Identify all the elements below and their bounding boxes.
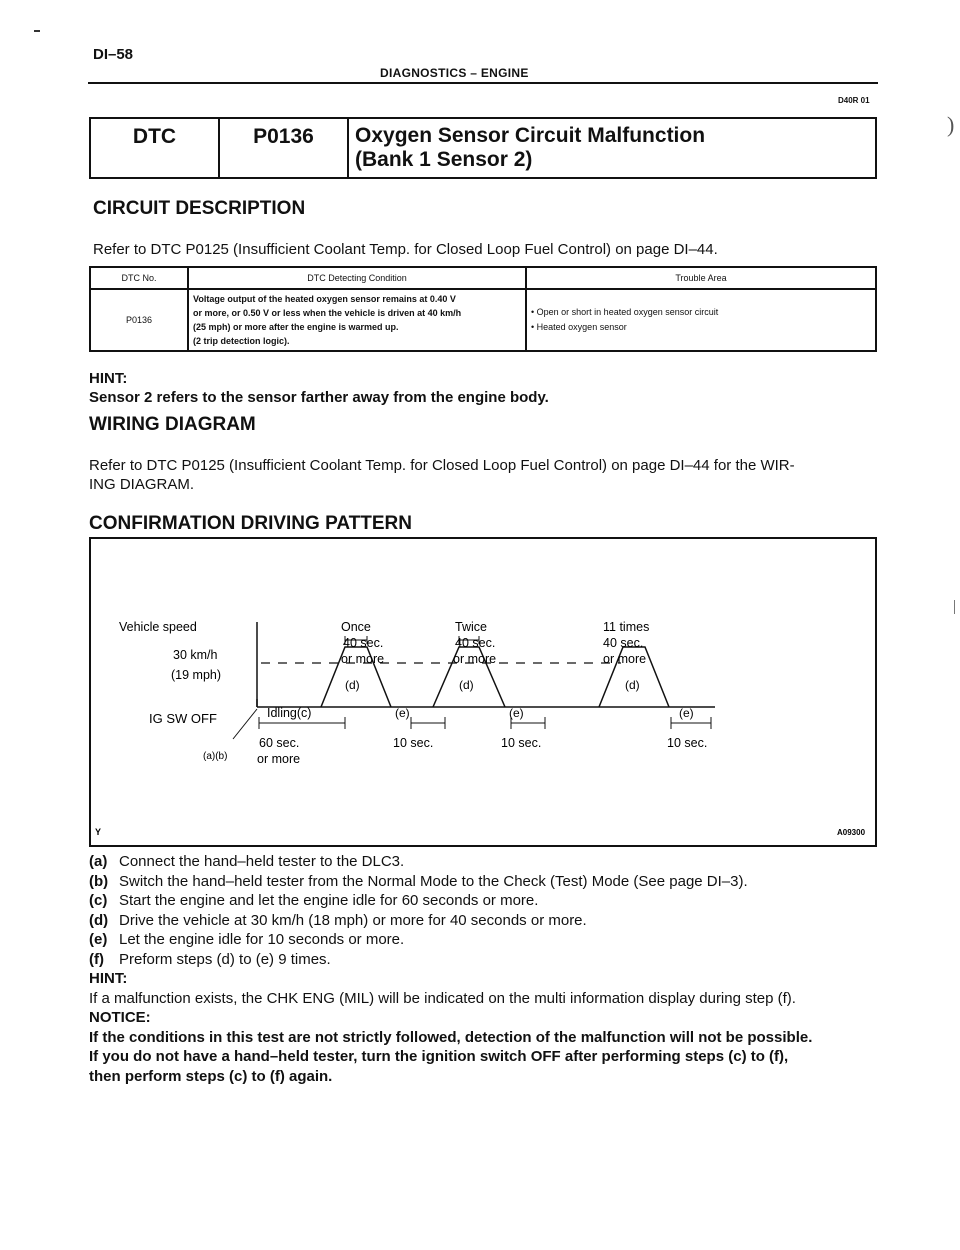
condition-line: (25 mph) or more after the engine is warmed up. xyxy=(193,322,399,332)
figure-corner-mark: Y xyxy=(95,827,102,837)
step-text: Switch the hand–held tester from the Normal Mode to the Check (Test) Mode (See page DI–3). xyxy=(119,872,748,890)
sixty-sec-label: 60 sec. xyxy=(259,736,300,750)
wiring-text-line-1: Refer to DTC P0125 (Insufficient Coolant Temp. for Closed Loop Fuel Control) on page DI–44 for the WIR- xyxy=(89,457,795,474)
step-label: (d) xyxy=(89,911,109,929)
ig-sw-off-label: IG SW OFF xyxy=(149,711,217,726)
page-number: DI–58 xyxy=(93,46,134,63)
step-item xyxy=(89,852,879,872)
hint-text: If a malfunction exists, the CHK ENG (MIL) will be indicated on the multi information display during step (f). xyxy=(89,989,796,1007)
scan-artifact-line xyxy=(954,600,955,614)
step-item xyxy=(89,950,879,970)
step-text: Drive the vehicle at 30 km/h (18 mph) or more for 40 seconds or more. xyxy=(119,911,587,929)
ten-sec-label: 10 sec. xyxy=(501,736,542,750)
forty-sec-label: 40 sec. xyxy=(455,636,496,650)
ten-sec-label: 10 sec. xyxy=(393,736,434,750)
step-text: Let the engine idle for 10 seconds or more. xyxy=(119,931,405,948)
vehicle-speed-label: Vehicle speed xyxy=(119,620,197,634)
dtc-title xyxy=(355,124,705,172)
scan-artifact-bracket: ) xyxy=(947,112,955,137)
ten-sec-interval-1 xyxy=(411,717,445,729)
or-more-label: or more xyxy=(603,652,647,666)
step-label: (e) xyxy=(89,931,108,948)
dtc-table-header: DTC Detecting Condition xyxy=(188,267,526,289)
circuit-description-text: Refer to DTC P0125 (Insufficient Coolant Temp. for Closed Loop Fuel Control) on page DI–44. xyxy=(93,241,718,258)
notice-line-1: If the conditions in this test are not strictly followed, detection of the malfunction will not be possible. xyxy=(89,1028,813,1046)
dtc-code: P0136 xyxy=(253,125,314,148)
notice-line-3: then perform steps (c) to (f) again. xyxy=(89,1067,333,1085)
step-item xyxy=(89,872,879,892)
step-text: Preform steps (d) to (e) 9 times. xyxy=(119,950,331,968)
dtc-table-header: Trouble Area xyxy=(526,267,876,289)
dtc-title-line-2: (Bank 1 Sensor 2) xyxy=(355,148,533,171)
hint-label: HINT: xyxy=(89,970,128,987)
scan-artifact-dash xyxy=(34,30,40,32)
ten-sec-label: 10 sec. xyxy=(667,736,708,750)
driving-pattern-heading: CONFIRMATION DRIVING PATTERN xyxy=(89,513,412,534)
dtc-number-cell: P0136 xyxy=(90,289,188,351)
dtc-table-row xyxy=(90,289,876,351)
ab-leader-line xyxy=(233,709,257,739)
step-item xyxy=(89,930,879,950)
idle-step-label: (e) xyxy=(509,706,524,720)
driving-pattern-svg xyxy=(91,539,875,845)
once-label: Once xyxy=(341,620,371,634)
dtc-table xyxy=(89,266,877,352)
hint-text: Sensor 2 refers to the sensor farther away from the engine body. xyxy=(89,389,549,406)
or-more-label: or more xyxy=(453,652,497,666)
idle-step-label: (e) xyxy=(395,706,410,720)
wiring-diagram-heading: WIRING DIAGRAM xyxy=(89,414,256,435)
reference-code: D40R 01 xyxy=(838,96,870,105)
dtc-title-box xyxy=(89,117,877,179)
dtc-title-line-1: Oxygen Sensor Circuit Malfunction xyxy=(355,124,706,147)
step-item xyxy=(89,911,879,931)
title-divider xyxy=(347,119,349,177)
dtc-label: DTC xyxy=(132,125,177,148)
trouble-area-line: • Heated oxygen sensor xyxy=(531,322,627,332)
header-rule xyxy=(88,82,878,84)
procedure-steps xyxy=(89,852,879,1086)
detecting-condition-cell xyxy=(188,289,526,351)
forty-sec-label: 40 sec. xyxy=(603,636,644,650)
notice-label: NOTICE: xyxy=(89,1009,151,1026)
wiring-text-line-2: ING DIAGRAM. xyxy=(89,476,195,493)
hint-label: HINT: xyxy=(89,370,128,387)
step-label: (f) xyxy=(89,950,104,968)
idling-label: Idling(c) xyxy=(267,706,312,720)
dtc-table-header-row xyxy=(90,267,876,289)
trouble-area-line: • Open or short in heated oxygen sensor circuit xyxy=(531,307,719,317)
sixty-or-more-label: or more xyxy=(257,752,301,766)
or-more-label: or more xyxy=(341,652,385,666)
step-text: Start the engine and let the engine idle for 60 seconds or more. xyxy=(119,892,539,909)
figure-code: A09300 xyxy=(837,828,866,837)
dtc-table-header: DTC No. xyxy=(90,267,188,289)
twice-label: Twice xyxy=(455,620,487,634)
idle-step-label: (e) xyxy=(679,706,694,720)
ab-label: (a)(b) xyxy=(203,751,228,762)
step-label: (b) xyxy=(89,872,109,890)
forty-sec-label: 40 sec. xyxy=(343,636,384,650)
step-label: (a) xyxy=(89,853,108,870)
section-header: DIAGNOSTICS – ENGINE xyxy=(380,66,529,80)
driving-pattern-figure xyxy=(89,537,877,847)
drive-step-label: (d) xyxy=(459,678,474,692)
drive-step-label: (d) xyxy=(345,678,360,692)
notice-line-2: If you do not have a hand–held tester, turn the ignition switch OFF after performing steps (c) to (f), xyxy=(89,1048,789,1065)
speed-value-label: 30 km/h xyxy=(173,648,218,662)
step-item xyxy=(89,891,879,911)
speed-mph-label: (19 mph) xyxy=(171,668,222,682)
trouble-area-cell xyxy=(526,289,876,351)
eleven-times-label: 11 times xyxy=(603,620,650,634)
drive-step-label: (d) xyxy=(625,678,640,692)
step-label: (c) xyxy=(89,892,108,909)
condition-line: or more, or 0.50 V or less when the vehicle is driven at 40 km/h xyxy=(193,308,462,318)
step-text: Connect the hand–held tester to the DLC3. xyxy=(119,853,405,870)
circuit-description-heading: CIRCUIT DESCRIPTION xyxy=(93,198,306,219)
condition-line: Voltage output of the heated oxygen sensor remains at 0.40 V xyxy=(193,294,456,304)
condition-line: (2 trip detection logic). xyxy=(193,336,290,346)
